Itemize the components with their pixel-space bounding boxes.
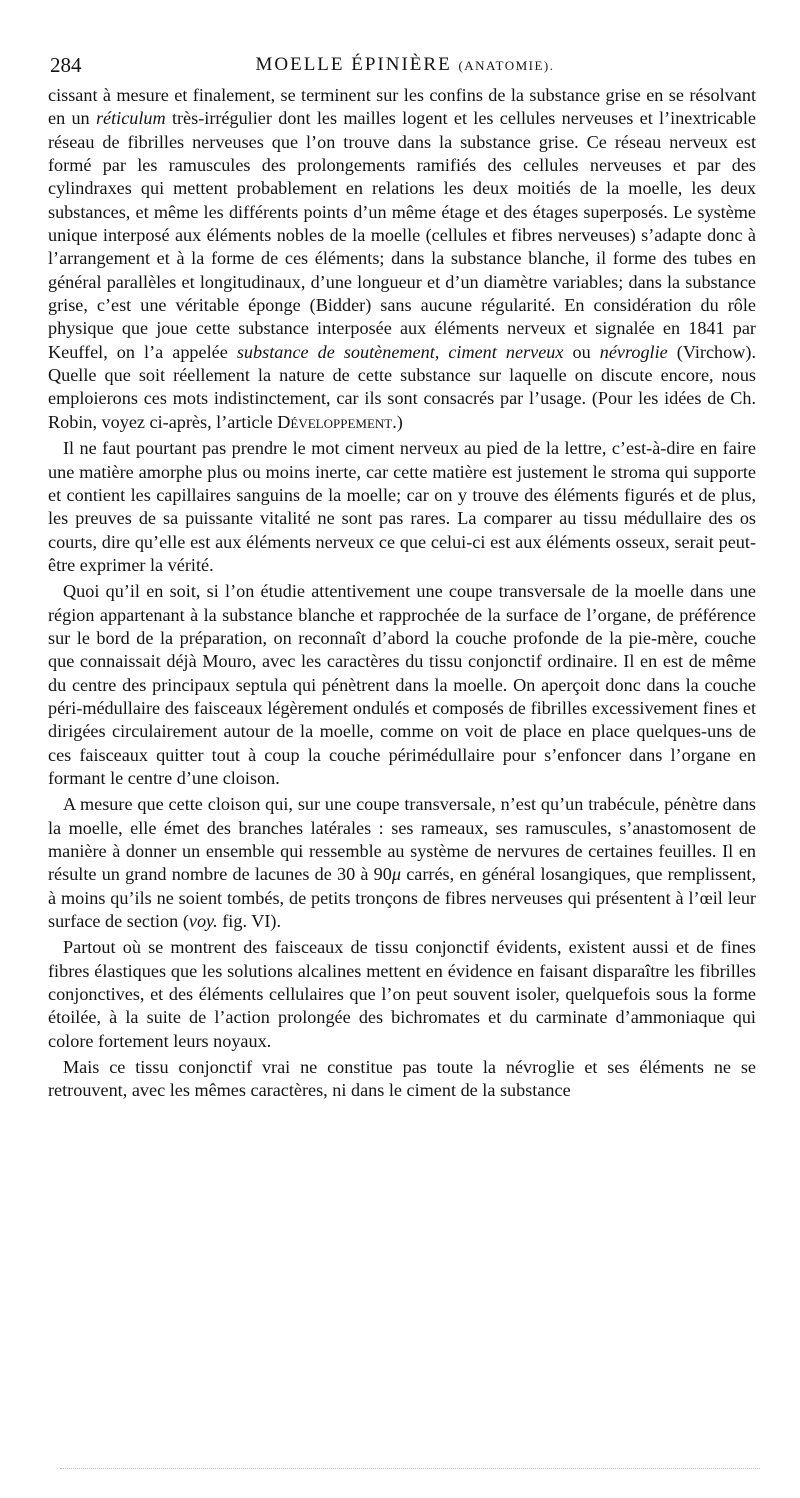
paragraph-text: ou: [563, 341, 600, 362]
italic-term-nevroglie: névroglie: [599, 341, 668, 362]
italic-voy: voy.: [188, 911, 218, 932]
paragraph-text: A mesure que cette cloison qui, sur une coupe transversale, n’est qu’un trabécule, pénètre dans la moelle, elle émet des branches latérales : ses rameaux, ses ramuscules, s’anastomosent de manière à donner un ensemble qui ressemble au système de nervures de certaines feuilles. Il en résulte un grand nombre de lacunes de 30 à 90: [48, 794, 756, 885]
paragraph-text: fig. VI).: [217, 911, 281, 932]
running-title-subtitle: (ANATOMIE).: [458, 58, 555, 73]
paragraph-text: très-irrégulier dont les mailles logent et les cellules nerveuses et l’inextricable réseau de fibrilles nerveuses que l’on trouve dans la substance grise. Ce réseau nerveux est formé par les ramuscules des prolongements ramifiés des cellules nerveuses et par des cylindraxes qui mettent probablement en relations les deux moitiés de la moelle, les deux substances, et même les différents points d’un même étage et des étages superposés. Le système unique interposé aux éléments nobles de la moelle (cellules et fibres nerveuses) s’adapte donc à l’arrangement et à la forme de ces éléments; dans la substance blanche, il forme des tubes en général parallèles et longitudinaux, d’une longueur et d’un diamètre variables; dans la substance grise, c’est une véritable éponge (Bidder) sans aucune régularité. En considération du rôle physique que joue cette substance interposée aux éléments nerveux et signalée en 1841 par Keuffel, on l’a appelée: [48, 108, 756, 362]
paragraph-text: cissant à mesure et finalement, se terminent sur les confins de la substance grise en se résolvant en un: [48, 85, 756, 129]
smallcaps-reference-developpement: Développement.: [277, 411, 397, 432]
paragraph-2: Il ne faut pourtant pas prendre le mot ciment nerveux au pied de la lettre, c’est-à-dire en faire une matière amorphe plus ou moins inerte, car cette matière est justement le stroma qui supporte et contient les capillaires sanguins de la moelle; car on y trouve des éléments figurés et de plus, les preuves de sa puissante vitalité ne sont pas rares. La comparer au tissu médullaire des os courts, dire qu’elle est aux éléments nerveux ce que celui-ci est aux éléments osseux, serait peut-être exprimer la vérité.: [48, 438, 756, 575]
italic-unit-mu: μ: [391, 864, 402, 885]
running-title: [50, 50, 760, 81]
page-bottom-edge: [60, 1468, 760, 1475]
paragraph-4: [48, 793, 756, 933]
paragraph-3: Quoi qu’il en soit, si l’on étudie attentivement une coupe transversale de la moelle dans une région appartenant à la substance blanche et rapprochée de la surface de l’organe, de préférence sur le bord de la préparation, on reconnaît d’abord la couche profonde de la pie-mère, couche que connaissait déjà Mouro, avec les caractères du tissu conjonctif ordinaire. Il en est de même du centre des principaux septula qui pénètrent dans la moelle. On aperçoit donc dans la couche péri-médullaire des faisceaux légèrement ondulés et composés de fibrilles excessivement fines et dirigées circulairement autour de la moelle, comme on voit de place en place quelques-uns de ces faisceaux quitter tout à coup la couche périmédullaire pour s’enfoncer dans l’organe en formant le centre d’une cloison.: [48, 581, 756, 788]
paragraph-5: Partout où se montrent des faisceaux de tissu conjonctif évidents, existent aussi et de fines fibres élastiques que les solutions alcalines mettent en évidence en faisant disparaître les fibrilles conjonctives, et des éléments cellulaires que l’on peut souvent isoler, quelquefois sous la forme étoilée, à la suite de l’action prolongée des bichromates et du carminate d’ammoniaque qui colore fortement leurs noyaux.: [48, 937, 756, 1051]
paragraph-6: Mais ce tissu conjonctif vrai ne constitue pas toute la névroglie et ses éléments ne se retrouvent, avec les mêmes caractères, ni dans le ciment de la substance: [48, 1057, 756, 1101]
paragraph-text: carrés, en général losangiques, que remplissent, à moins qu’ils ne soient tombés, de petits tronçons de fibres nerveuses qui présentent à l’œil leur surface de section (: [48, 864, 757, 932]
running-title-main: MOELLE ÉPINIÈRE: [255, 54, 452, 75]
paragraph-text: ): [396, 411, 403, 432]
italic-term-reticulum: réticulum: [95, 108, 166, 129]
paragraph-text: (Virchow). Quelle que soit réellement la nature de cette substance sur laquelle on discute encore, nous emploierons ces mots indistinctement, car ils sont consacrés par l’usage. (Pour les idées de Ch. Robin, voyez ci-après, l’article: [48, 341, 756, 432]
page-number: 284: [50, 53, 82, 77]
italic-term-substance-de-soutenement: substance de soutènement, ciment nerveux: [236, 341, 564, 362]
paragraph-1: [48, 84, 756, 434]
body-text: [48, 84, 756, 1103]
